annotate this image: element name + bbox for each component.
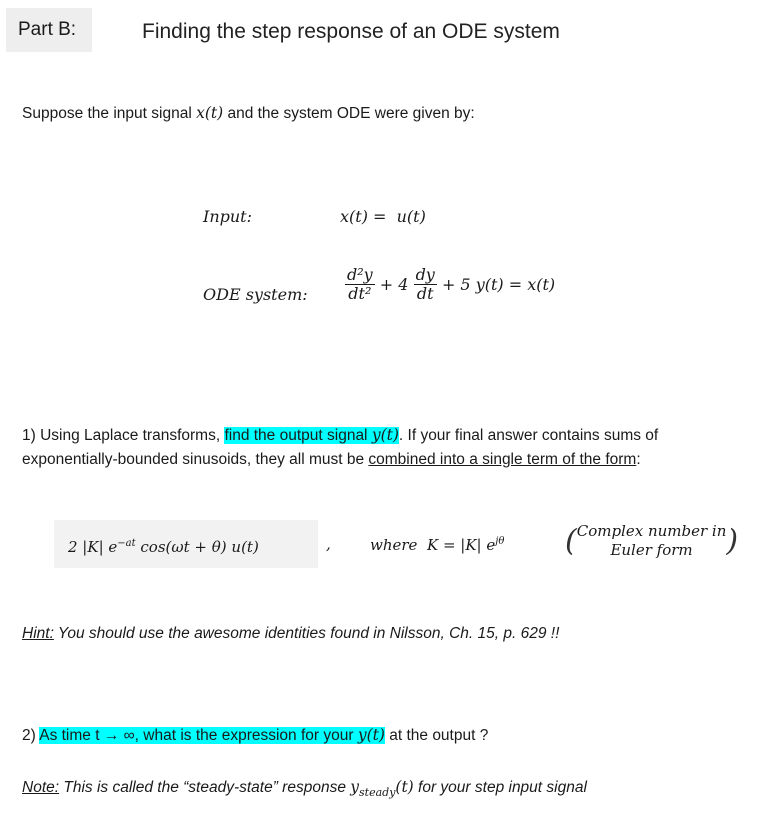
ode-plus-4: + 4: [379, 275, 409, 294]
hint-label: Hint:: [22, 625, 54, 642]
input-rhs: u(t): [396, 207, 426, 226]
input-label: Input:: [203, 207, 252, 226]
hint: [22, 625, 559, 643]
question-2: [22, 726, 488, 745]
part-title: Finding the step response of an ODE system: [142, 20, 560, 43]
q1-highlight-text: find the output signal: [224, 427, 372, 444]
intro-text-start: Suppose the input signal: [22, 105, 197, 122]
intro-text: [22, 104, 475, 123]
intro-text-end: and the system ODE were given by:: [223, 105, 475, 122]
intro-symbol: x(t): [196, 104, 224, 122]
ode-equation: [345, 266, 555, 303]
q1-highlight-symbol: y(t): [371, 426, 399, 444]
q1-line2-prefix: exponentially-bounded sinusoids, they all must be: [22, 451, 369, 468]
ode-label: ODE system:: [203, 285, 308, 304]
note-symbol-t: (t): [395, 778, 414, 796]
euler-note: [565, 522, 738, 560]
k-expr: K = |K| e: [426, 536, 496, 554]
note: [22, 778, 587, 799]
q2-highlight-text: As time t → ∞, what is the expression for your: [39, 727, 358, 744]
q2-after: at the output ?: [384, 727, 489, 744]
q2-highlight: [39, 727, 385, 744]
where-word: where: [370, 536, 418, 554]
question-1-line-1: [22, 426, 658, 445]
euler-open-paren: (: [565, 523, 577, 559]
q1-after: . If your final answer contains sums of: [398, 427, 659, 444]
euler-line-1: Complex number in: [576, 522, 727, 540]
q1-prefix: 1) Using Laplace transforms,: [22, 427, 225, 444]
target-form-box: [54, 520, 318, 568]
ode-frac2-den: dt: [416, 284, 434, 303]
q1-line2-underline: combined into a single term of the form: [368, 451, 637, 468]
form-exponent: −at: [117, 538, 136, 549]
q2-highlight-symbol: y(t): [357, 726, 385, 744]
ode-first-derivative: [414, 266, 437, 303]
part-label: Part B:: [6, 8, 92, 52]
euler-close-paren: ): [726, 523, 739, 559]
q1-line2-suffix: :: [636, 451, 641, 468]
q1-highlight: [224, 427, 398, 444]
form-comma: ,: [326, 535, 331, 553]
form-expr: 2 |K| e: [68, 538, 118, 556]
ode-frac1-den: dt²: [348, 284, 372, 303]
q2-prefix: 2): [22, 727, 40, 744]
k-definition: [370, 536, 504, 554]
ode-second-derivative: [345, 266, 375, 303]
euler-line-2: Euler form: [610, 541, 693, 559]
form-tail: cos(ωt + θ) u(t): [135, 538, 259, 556]
ode-frac2-num: dy: [415, 265, 435, 284]
k-exponent: jθ: [495, 536, 505, 547]
ode-frac1-num: d²y: [347, 265, 373, 284]
note-subscript: steady: [359, 786, 396, 800]
note-text-end: for your step input signal: [413, 779, 587, 796]
input-lhs: x(t) =: [340, 207, 387, 226]
hint-text: You should use the awesome identities found in Nilsson, Ch. 15, p. 629 !!: [53, 625, 560, 642]
euler-text: [577, 522, 727, 560]
ode-rest: + 5 y(t) = x(t): [441, 275, 556, 294]
note-symbol: y: [350, 778, 360, 796]
note-label: Note:: [22, 779, 60, 796]
question-1-line-2: [22, 451, 641, 469]
input-equation: [340, 207, 426, 226]
note-text: This is called the “steady-state” response: [59, 779, 351, 796]
